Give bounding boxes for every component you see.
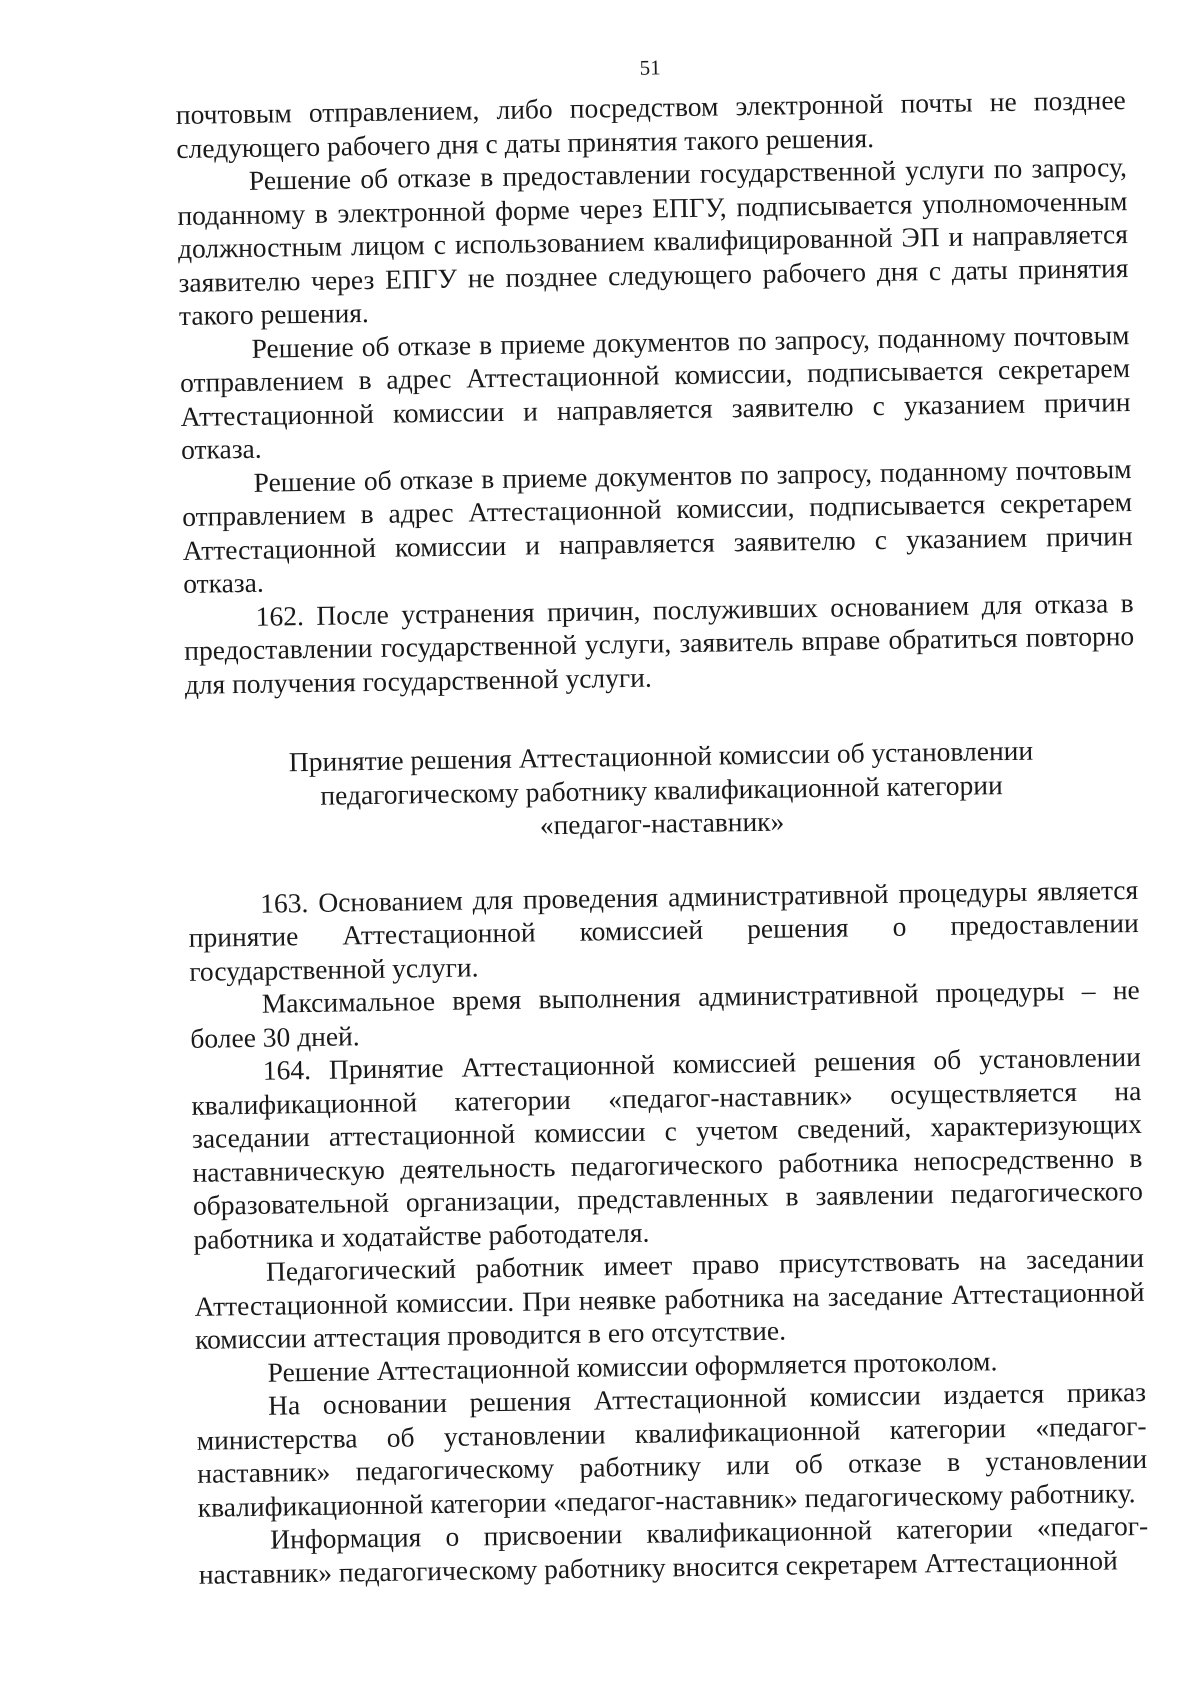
paragraph: 164. Принятие Аттестационной комиссией решения об установлении квалификационной категории «педагог-наставник» осуществляется на заседании аттестационной комиссии с учетом сведений, характеризующих наставническую деятельность педагогического работника непосредственно в образовательной организации, представленных в заявлении педагогического работника и ходатайстве работодателя.	[191, 1040, 1144, 1255]
paragraph: 162. После устранения причин, послуживших основанием для отказа в предоставлении государственной услуги, заявитель вправе обратиться повторно для получения государственной услуги.	[184, 586, 1135, 700]
paragraph: Максимальное время выполнения административной процедуры – не более 30 дней.	[190, 973, 1140, 1054]
paragraph: почтовым отправлением, либо посредством электронной почты не позднее следующего рабочего дня с даты принятия такого решения.	[175, 84, 1126, 164]
paragraph: Решение об отказе в предоставлении государственной услуги по запросу, поданному в электронной форме через ЕПГУ, подписывается уполномоченным должностным лицом с использованием квалифицированной ЭП и направляется заявителю через ЕПГУ не позднее следующего рабочего дня с даты принятия такого решения.	[177, 151, 1129, 331]
heading-line: педагогическому работнику квалификационной категории	[320, 768, 1003, 811]
paragraph: Решение об отказе в приеме документов по запросу, поданному почтовым отправлением в адрес Аттестационной комиссии, подписывается секретарем Аттестационной комиссии и направляется заявителю с указанием причин отказа.	[181, 452, 1133, 599]
heading-line: Принятие решения Аттестационной комиссии об установлении	[288, 734, 1034, 778]
page-number: 51	[639, 55, 661, 80]
paragraph: 163. Основанием для проведения административной процедуры является принятие Аттестационной комиссией решения о предоставлении государственной услуги.	[188, 873, 1139, 987]
page-content	[175, 45, 1149, 1591]
paragraph: Педагогический работник имеет право присутствовать на заседании Аттестационной комиссии. При неявке работника на заседание Аттестационной комиссии аттестация проводится в его отсутствие.	[194, 1241, 1145, 1355]
section-heading	[246, 733, 1077, 847]
paragraph: Информация о присвоении квалификационной категории «педагог-наставник» педагогическому работнику вносится секретарем Аттестационной	[198, 1509, 1149, 1590]
heading-line: «педагог-наставник»	[539, 805, 785, 841]
paragraph: На основании решения Аттестационной комиссии издается приказ министерства об установлении квалификационной категории «педагог-наставник» педагогическому работнику или об отказе в установлении квалификационной категории «педагог-наставник» педагогическому работнику.	[196, 1375, 1148, 1523]
paragraph: Решение Аттестационной комиссии оформляется протоколом.	[267, 1344, 998, 1388]
paragraph: Решение об отказе в приеме документов по запросу, поданному почтовым отправлением в адрес Аттестационной комиссии, подписывается секретарем Аттестационной комиссии и направляется заявителю с указанием причин отказа.	[179, 318, 1131, 465]
